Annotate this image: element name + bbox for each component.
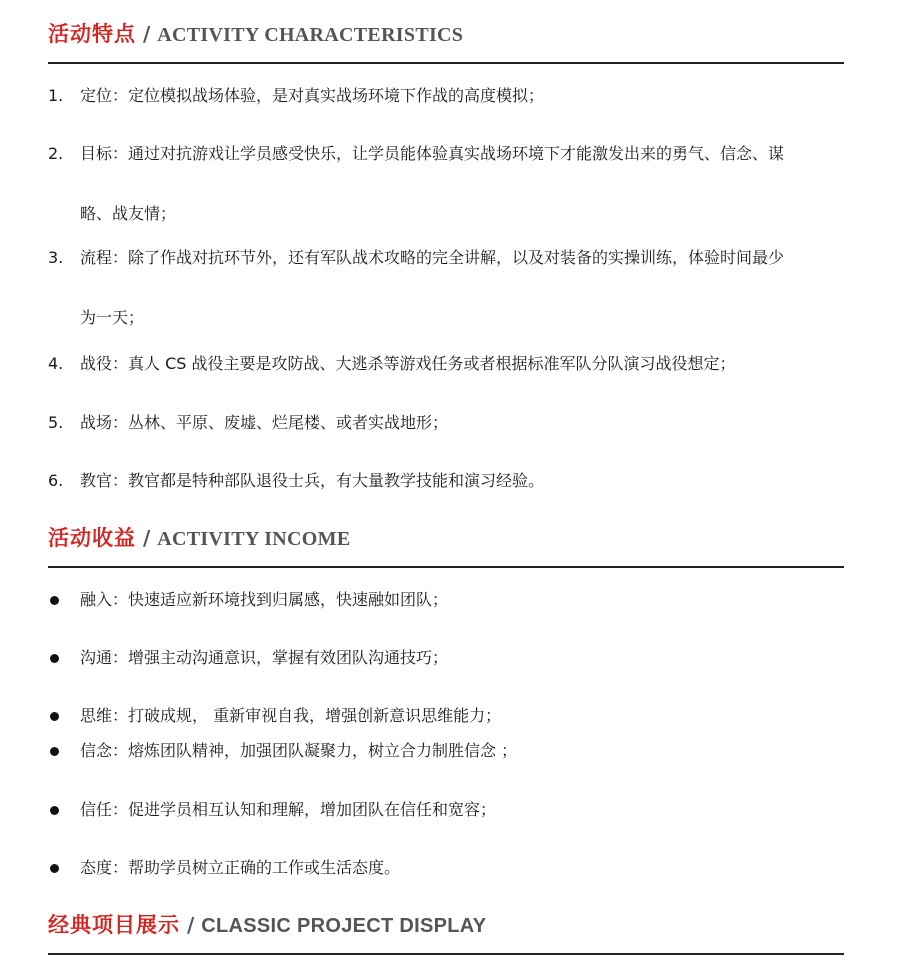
item-text: 战场：丛林、平原、废墟、烂尾楼、或者实战地形； — [80, 413, 449, 432]
item-text-continued: 略、战友情； — [80, 204, 177, 223]
title-separator: / — [136, 526, 158, 550]
item-text: 流程：除了作战对抗环节外，还有军队战术攻略的完全讲解，以及对装备的实操训练，体验时间最少 — [80, 248, 785, 267]
bullet-icon — [50, 864, 59, 873]
section-title-en: ACTIVITY CHARACTERISTICS — [157, 24, 464, 46]
item-text-continued: 为一天； — [80, 308, 145, 327]
item-number: 6. — [48, 471, 64, 490]
item-number: 5. — [48, 413, 64, 432]
item-text: 定位：定位模拟战场体验，是对真实战场环境下作战的高度模拟； — [80, 86, 545, 105]
section-title-en: ACTIVITY INCOME — [157, 528, 351, 550]
section-title-cn: 经典项目展示 — [48, 913, 180, 937]
title-separator: / — [136, 22, 158, 46]
item-text: 战役：真人 CS 战役主要是攻防战、大逃杀等游戏任务或者根据标准军队分队演习战役想定； — [80, 354, 736, 373]
section-title — [48, 911, 486, 941]
item-text: 态度：帮助学员树立正确的工作或生活态度。 — [80, 858, 401, 877]
item-text: 思维：打破成规， 重新审视自我，增强创新意识思维能力； — [80, 706, 502, 725]
bullet-icon — [50, 806, 59, 815]
item-text: 信任：促进学员相互认知和理解，增加团队在信任和宽容； — [80, 800, 497, 819]
section-title-en: CLASSIC PROJECT DISPLAY — [201, 915, 487, 937]
section-divider — [48, 566, 844, 568]
title-separator: / — [180, 913, 202, 937]
item-text: 融入：快速适应新环境找到归属感，快速融如团队； — [80, 590, 449, 609]
section-title-cn: 活动收益 — [48, 526, 136, 550]
bullet-icon — [50, 654, 59, 663]
item-text: 信念：熔炼团队精神，加强团队凝聚力，树立合力制胜信念 ； — [80, 741, 518, 760]
item-text: 教官：教官都是特种部队退役士兵，有大量教学技能和演习经验。 — [80, 471, 545, 490]
section-divider — [48, 62, 844, 64]
bullet-icon — [50, 747, 59, 756]
item-text: 目标：通过对抗游戏让学员感受快乐，让学员能体验真实战场环境下才能激发出来的勇气、信念、谋 — [80, 144, 785, 163]
section-title-cn: 活动特点 — [48, 22, 136, 46]
section-divider — [48, 953, 844, 955]
section-title — [48, 524, 350, 554]
item-number: 4. — [48, 354, 64, 373]
item-number: 1. — [48, 86, 64, 105]
section-title — [48, 20, 463, 50]
item-text: 沟通：增强主动沟通意识，掌握有效团队沟通技巧； — [80, 648, 449, 667]
item-number: 3. — [48, 248, 64, 267]
item-number: 2. — [48, 144, 64, 163]
bullet-icon — [50, 596, 59, 605]
bullet-icon — [50, 712, 59, 721]
